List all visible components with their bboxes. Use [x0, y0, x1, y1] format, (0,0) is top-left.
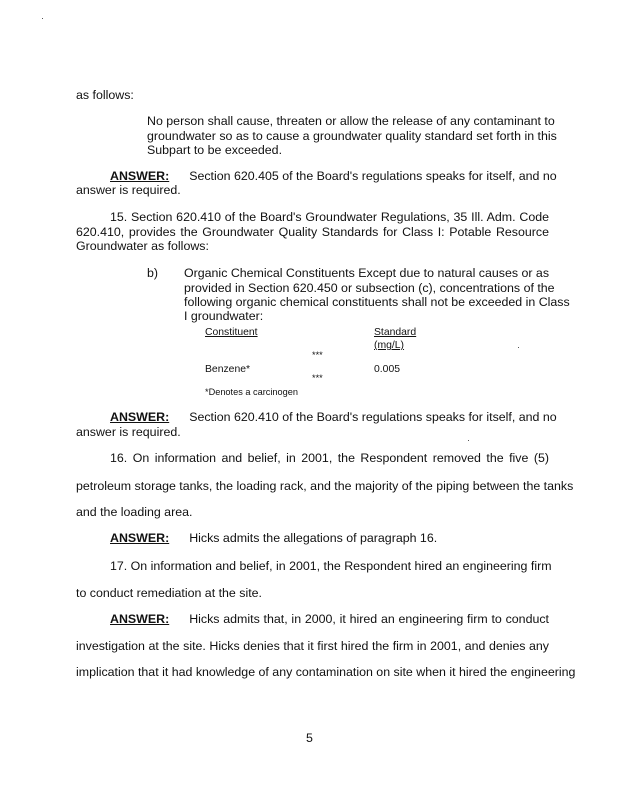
answer-label: ANSWER: [110, 410, 170, 424]
table-footnote: *Denotes a carcinogen [205, 387, 298, 397]
paragraph-line: Groundwater as follows: [76, 239, 209, 253]
subsection-line: Organic Chemical Constituents Except due to natural causes or as [184, 266, 550, 280]
table-row-name: Benzene* [205, 364, 251, 375]
table-header-unit: (mg/L) [374, 340, 405, 351]
intro-fragment: as follows: [76, 88, 134, 102]
answer-3 [110, 531, 437, 545]
table-ellipsis: *** [312, 350, 323, 360]
quote-line: Subpart to be exceeded. [147, 143, 283, 157]
answer-text: investigation at the site. Hicks denies that it first hired the firm in 2001, and denies any [76, 639, 549, 653]
answer-text: Hicks admits that, in 2000, it hired an engineering firm to conduct [189, 612, 549, 626]
page-number: 5 [306, 731, 313, 745]
paragraph-line: to conduct remediation at the site. [76, 586, 262, 600]
answer-text: Section 620.405 of the Board's regulations speaks for itself, and no [189, 169, 557, 183]
quote-line: groundwater so as to cause a groundwater quality standard set forth in this [147, 129, 557, 143]
answer-1 [110, 169, 557, 183]
table-header-standard: Standard [374, 327, 417, 338]
table-header-constituent: Constituent [205, 327, 258, 338]
paragraph-line: 620.410, provides the Groundwater Quality Standards for Class I: Potable Resource [76, 225, 549, 239]
answer-text: Section 620.410 of the Board's regulations speaks for itself, and no [189, 410, 557, 424]
answer-label: ANSWER: [110, 531, 170, 545]
paragraph-line: 15. Section 620.410 of the Board's Groundwater Regulations, 35 Ill. Adm. Code [110, 210, 549, 224]
subsection-line: following organic chemical constituents shall not be exceeded in Class [184, 295, 570, 309]
scan-speck [42, 18, 43, 19]
paragraph-line: petroleum storage tanks, the loading rack, and the majority of the piping between the tanks [76, 479, 574, 493]
scan-speck [468, 440, 469, 441]
answer-label: ANSWER: [110, 612, 170, 626]
subsection-label: b) [147, 266, 159, 280]
quote-line: No person shall cause, threaten or allow the release of any contaminant to [147, 114, 555, 128]
answer-text: Hicks admits the allegations of paragraph 16. [189, 531, 438, 545]
scan-speck [518, 347, 519, 348]
paragraph-line: 16. On information and belief, in 2001, the Respondent removed the five (5) [110, 451, 549, 465]
subsection-line: provided in Section 620.450 or subsection (c), concentrations of the [184, 281, 555, 295]
answer-label: ANSWER: [110, 169, 170, 183]
answer-2 [110, 410, 557, 424]
answer-text: answer is required. [76, 183, 181, 197]
paragraph-line: and the loading area. [76, 505, 193, 519]
subsection-line: I groundwater: [184, 309, 264, 323]
answer-text: implication that it had knowledge of any contamination on site when it hired the engineering [76, 665, 576, 679]
table-row-value: 0.005 [374, 364, 401, 375]
answer-text: answer is required. [76, 425, 181, 439]
answer-4 [110, 612, 549, 626]
table-ellipsis: *** [312, 373, 323, 383]
paragraph-line: 17. On information and belief, in 2001, the Respondent hired an engineering firm [110, 559, 552, 573]
